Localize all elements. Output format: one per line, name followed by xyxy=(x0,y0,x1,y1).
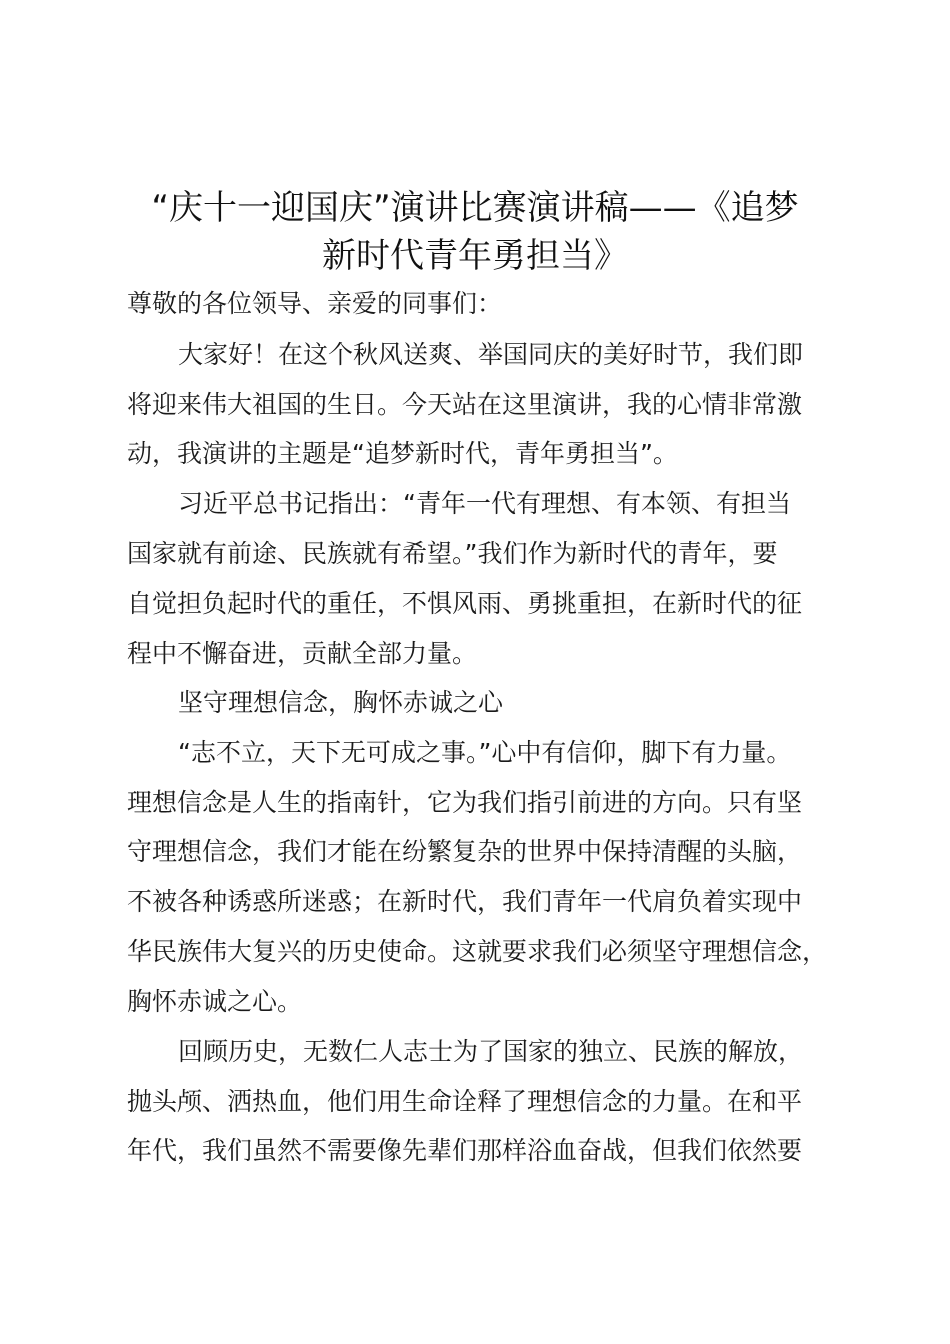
body-line: 大家好！在这个秋风送爽、举国同庆的美好时节，我们即 xyxy=(178,340,804,369)
body-line: 理想信念是人生的指南针，它为我们指引前进的方向。只有坚 xyxy=(127,788,803,817)
body-line: 胸怀赤诚之心。 xyxy=(127,987,303,1016)
section-heading: 坚守理想信念，胸怀赤诚之心 xyxy=(178,688,504,717)
body-line: 自觉担负起时代的重任，不惧风雨、勇挑重担，在新时代的征 xyxy=(127,589,803,618)
body-line: 年代，我们虽然不需要像先辈们那样浴血奋战，但我们依然要 xyxy=(127,1136,803,1165)
body-line: 程中不懈奋进，贡献全部力量。 xyxy=(127,639,478,668)
body-line: 动，我演讲的主题是“追梦新时代，青年勇担当”。 xyxy=(127,439,678,468)
title-line-2: 新时代青年勇担当》 xyxy=(322,236,628,276)
body-line: “志不立，天下无可成之事。”心中有信仰，脚下有力量。 xyxy=(178,738,792,767)
salutation: 尊敬的各位领导、亲爱的同事们： xyxy=(127,289,503,318)
body-line: 回顾历史，无数仁人志士为了国家的独立、民族的解放， xyxy=(178,1037,804,1066)
body-line: 华民族伟大复兴的历史使命。这就要求我们必须坚守理想信念， xyxy=(127,937,828,966)
body-line: 习近平总书记指出：“青年一代有理想、有本领、有担当 xyxy=(178,489,791,518)
body-line: 不被各种诱惑所迷惑；在新时代，我们青年一代肩负着实现中 xyxy=(127,887,803,916)
body-line: 国家就有前途、民族就有希望。”我们作为新时代的青年，要 xyxy=(127,539,778,568)
body-line: 守理想信念，我们才能在纷繁复杂的世界中保持清醒的头脑， xyxy=(127,837,803,866)
body-line: 将迎来伟大祖国的生日。今天站在这里演讲，我的心情非常激 xyxy=(127,390,803,419)
body-line: 抛头颅、洒热血，他们用生命诠释了理想信念的力量。在和平 xyxy=(127,1087,803,1116)
title-line-1: “庆十一迎国庆”演讲比赛演讲稿——《追梦 xyxy=(151,188,799,228)
